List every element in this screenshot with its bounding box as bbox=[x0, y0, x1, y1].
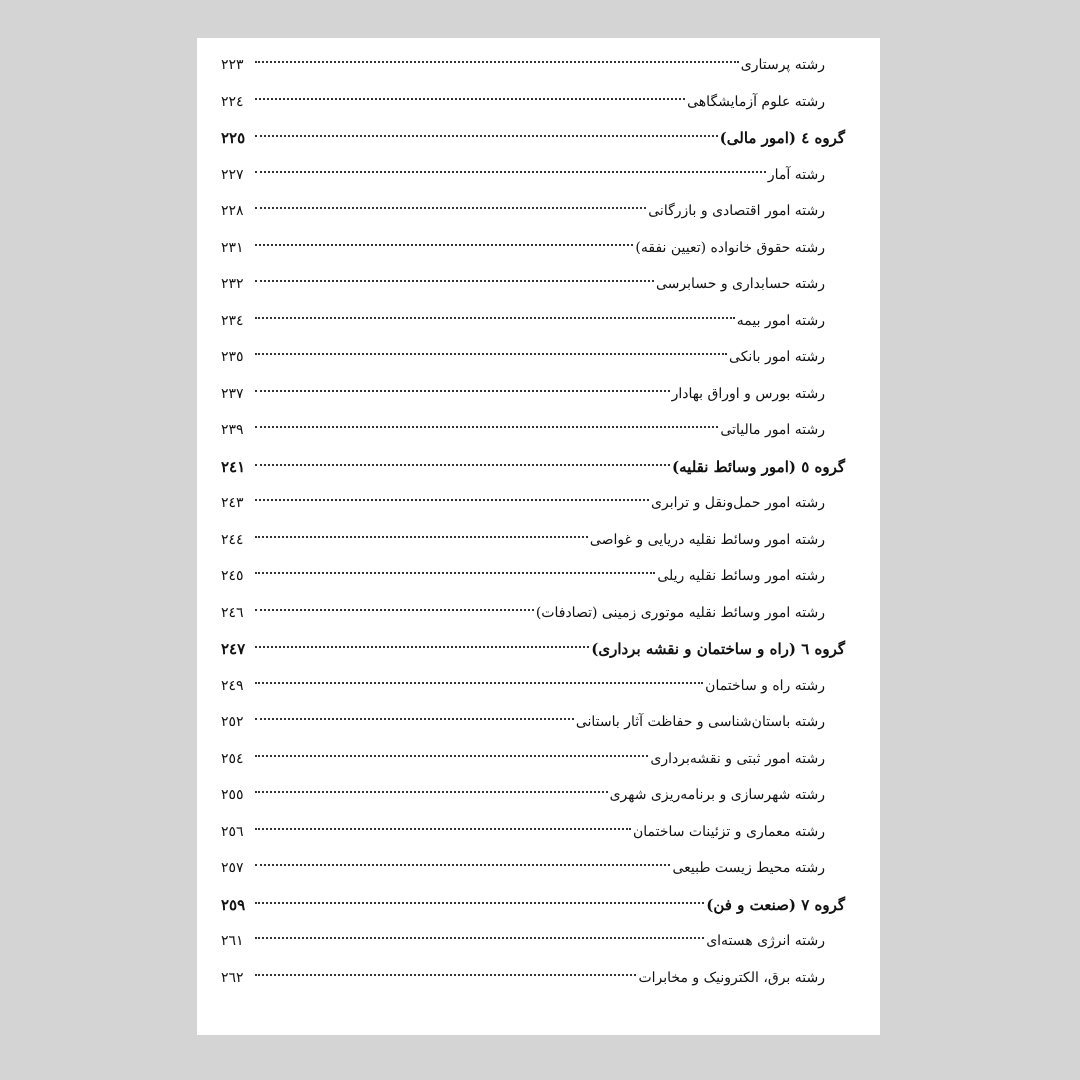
toc-entry-title: رشته حقوق خانواده (تعیین نفقه) bbox=[635, 239, 825, 256]
toc-entry[interactable] bbox=[221, 196, 845, 233]
toc-entry-title: گروه ٦ (راه و ساختمان و نقشه برداری) bbox=[591, 640, 845, 658]
dot-leader bbox=[255, 902, 704, 904]
toc-entry-title: گروه ۷ (صنعت و فن) bbox=[706, 895, 845, 914]
toc-entry-title: رشته شهرسازی و برنامه‌ریزی شهری bbox=[609, 787, 825, 803]
dot-leader bbox=[255, 464, 670, 466]
toc-page-number: ۲۳٥ bbox=[221, 349, 244, 365]
toc-entry-title: رشته امور اقتصادی و بازرگانی bbox=[648, 203, 825, 219]
dot-leader bbox=[255, 572, 655, 574]
toc-entry[interactable] bbox=[221, 963, 845, 1000]
toc-page-number: ۲۳٤ bbox=[221, 312, 244, 329]
toc-page-number: ۲۳۱ bbox=[221, 239, 244, 256]
toc-page-number: ۲۲٤ bbox=[221, 93, 244, 110]
toc-entry[interactable] bbox=[221, 269, 845, 306]
toc-entry[interactable] bbox=[221, 306, 845, 343]
toc-entry[interactable] bbox=[221, 598, 845, 635]
toc-entry-title: رشته امور وسائط نقلیه دریایی و غواصی bbox=[589, 531, 825, 548]
toc-page-number: ۲٥٤ bbox=[221, 750, 244, 767]
dot-leader bbox=[255, 828, 631, 830]
toc-page-number: ۲۲۸ bbox=[221, 203, 244, 219]
dot-leader bbox=[255, 609, 534, 611]
toc-entry-title: رشته بورس و اوراق بهادار bbox=[671, 385, 825, 402]
toc-group-heading[interactable] bbox=[221, 452, 845, 489]
dot-leader bbox=[255, 864, 670, 866]
toc-entry-title: رشته پرستاری bbox=[740, 57, 825, 73]
toc-entry-title: رشته برق، الکترونیک و مخابرات bbox=[638, 969, 825, 986]
toc-entry[interactable] bbox=[221, 707, 845, 744]
dot-leader bbox=[255, 755, 648, 757]
dot-leader bbox=[255, 317, 735, 319]
toc-entry-title: رشته امور بیمه bbox=[736, 312, 825, 329]
toc-group-heading[interactable] bbox=[221, 890, 845, 927]
toc-entry-title: رشته امور ثبتی و نقشه‌برداری bbox=[650, 750, 825, 767]
toc-page-number: ۲٤۹ bbox=[221, 677, 244, 694]
dot-leader bbox=[255, 499, 649, 501]
toc-entry[interactable] bbox=[221, 525, 845, 562]
toc-entry-title: رشته امور بانکی bbox=[729, 349, 825, 365]
toc-entry-title: رشته معماری و تزئینات ساختمان bbox=[632, 823, 825, 840]
toc-entry-title: گروه ٥ (امور وسائط نقلیه) bbox=[672, 457, 845, 476]
document-page bbox=[197, 38, 880, 1035]
toc-entry[interactable] bbox=[221, 379, 845, 416]
toc-page-number: ۲٤۳ bbox=[221, 495, 244, 511]
toc-entry[interactable] bbox=[221, 817, 845, 854]
dot-leader bbox=[255, 682, 703, 684]
toc-entry[interactable] bbox=[221, 342, 845, 379]
toc-page-number: ۲٥۹ bbox=[221, 895, 246, 914]
toc-entry-title: رشته امور حمل‌ونقل و ترابری bbox=[651, 495, 825, 511]
dot-leader bbox=[255, 135, 718, 137]
dot-leader bbox=[255, 280, 654, 282]
toc-page-number: ۲۳۲ bbox=[221, 276, 244, 292]
toc-page-number: ۲۲۷ bbox=[221, 166, 244, 183]
toc-page-number: ۲۳۷ bbox=[221, 385, 244, 402]
toc-entry[interactable] bbox=[221, 233, 845, 270]
toc-page-number: ۲٤٥ bbox=[221, 568, 244, 584]
toc-entry-title: رشته امور وسائط نقلیه ریلی bbox=[657, 568, 825, 584]
table-of-contents bbox=[221, 50, 845, 999]
toc-entry[interactable] bbox=[221, 926, 845, 963]
dot-leader bbox=[255, 426, 718, 428]
toc-page-number: ۲٤٦ bbox=[221, 604, 244, 621]
toc-page-number: ۲٥۷ bbox=[221, 860, 244, 876]
toc-entry-title: رشته راه و ساختمان bbox=[705, 677, 825, 694]
toc-page-number: ۲٤٤ bbox=[221, 531, 244, 548]
toc-entry-title: رشته باستان‌شناسی و حفاظت آثار باستانی bbox=[575, 714, 825, 730]
toc-page-number: ۲٥٥ bbox=[221, 787, 244, 803]
toc-page-number: ۲٤۱ bbox=[221, 457, 246, 476]
toc-entry[interactable] bbox=[221, 488, 845, 525]
toc-entry-title: رشته امور مالیاتی bbox=[720, 422, 825, 438]
toc-entry[interactable] bbox=[221, 87, 845, 124]
toc-page-number: ۲۳۹ bbox=[221, 422, 244, 438]
dot-leader bbox=[255, 98, 685, 100]
toc-page-number: ۲٦۱ bbox=[221, 933, 244, 949]
toc-page-number: ۲٦۲ bbox=[221, 969, 244, 986]
toc-group-heading[interactable] bbox=[221, 123, 845, 160]
toc-entry[interactable] bbox=[221, 160, 845, 197]
dot-leader bbox=[255, 937, 704, 939]
toc-entry[interactable] bbox=[221, 853, 845, 890]
dot-leader bbox=[255, 536, 588, 538]
dot-leader bbox=[255, 207, 646, 209]
dot-leader bbox=[255, 718, 574, 720]
toc-entry-title: رشته محیط زیست طبیعی bbox=[672, 860, 825, 876]
toc-page-number: ۲۲٥ bbox=[221, 129, 246, 147]
toc-entry-title: رشته آمار bbox=[767, 166, 825, 183]
toc-page-number: ۲٥٦ bbox=[221, 823, 244, 840]
toc-entry-title: گروه ٤ (امور مالی) bbox=[719, 129, 845, 147]
toc-entry-title: رشته انرژی هسته‌ای bbox=[706, 933, 825, 949]
dot-leader bbox=[255, 390, 670, 392]
toc-entry[interactable] bbox=[221, 50, 845, 87]
dot-leader bbox=[255, 646, 589, 648]
dot-leader bbox=[255, 353, 727, 355]
toc-entry-title: رشته علوم آزمایشگاهی bbox=[687, 93, 825, 110]
toc-page-number: ۲۲۳ bbox=[221, 57, 244, 73]
dot-leader bbox=[255, 244, 633, 246]
toc-entry[interactable] bbox=[221, 415, 845, 452]
toc-entry-title: رشته حسابداری و حسابرسی bbox=[655, 276, 825, 292]
toc-entry[interactable] bbox=[221, 671, 845, 708]
dot-leader bbox=[255, 974, 636, 976]
dot-leader bbox=[255, 61, 739, 63]
toc-page-number: ۲٤۷ bbox=[221, 640, 246, 658]
toc-entry[interactable] bbox=[221, 744, 845, 781]
toc-entry[interactable] bbox=[221, 561, 845, 598]
dot-leader bbox=[255, 171, 766, 173]
toc-page-number: ۲٥۲ bbox=[221, 714, 244, 730]
dot-leader bbox=[255, 791, 608, 793]
toc-group-heading[interactable] bbox=[221, 634, 845, 671]
toc-entry-title: رشته امور وسائط نقلیه موتوری زمینی (تصادفات) bbox=[535, 604, 825, 621]
toc-entry[interactable] bbox=[221, 780, 845, 817]
